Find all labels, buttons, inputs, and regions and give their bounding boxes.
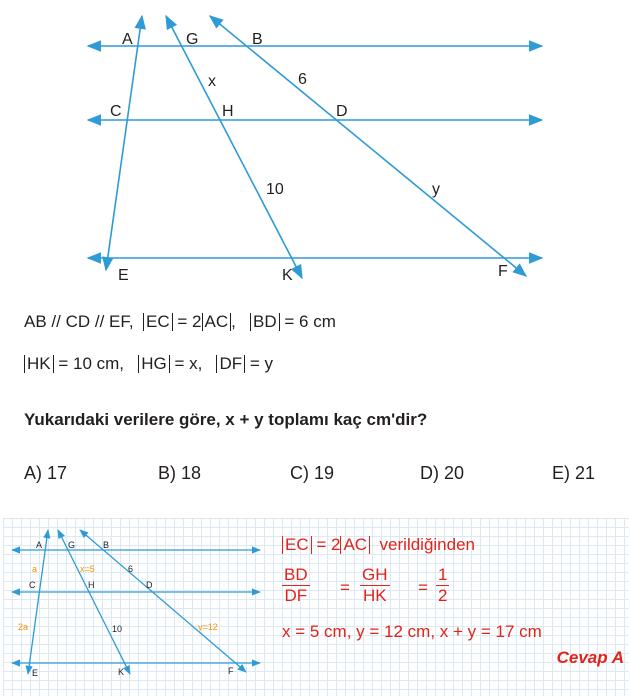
main-figure — [0, 0, 630, 300]
sol-label-y12: y=12 — [198, 622, 218, 632]
point-f: F — [498, 263, 508, 280]
solution-result: x = 5 cm, y = 12 cm, x + y = 17 cm — [282, 622, 542, 641]
option-b[interactable]: B) 18 — [158, 463, 202, 483]
point-a: A — [122, 31, 133, 48]
sol-eq-2: = 2 — [316, 535, 341, 554]
option-d[interactable]: D) 20 — [420, 463, 465, 483]
frac3-den: 2 — [438, 586, 448, 605]
fraction-eq-1: = — [340, 578, 350, 597]
abs-bd: BD — [250, 313, 280, 331]
solution-figure — [6, 522, 276, 692]
label-10: 10 — [266, 181, 284, 198]
answer-label: Cevap A — [556, 648, 624, 667]
fraction-1-2 — [436, 565, 449, 606]
sol-point-f: F — [228, 666, 234, 676]
sol-verildiginden: verildiğinden — [379, 535, 475, 554]
given-line-1 — [24, 312, 336, 332]
frac1-den: DF — [284, 586, 308, 605]
hk-value: = 10 cm, — [58, 354, 125, 373]
comma: , — [231, 312, 236, 331]
sol-point-d: D — [146, 580, 153, 590]
df-value: = y — [249, 354, 274, 373]
sol-label-6: 6 — [128, 564, 134, 574]
point-k: K — [282, 267, 293, 284]
point-h: H — [222, 103, 234, 120]
fraction-bd-df — [282, 565, 310, 606]
abs-ac: AC — [202, 313, 232, 331]
option-e[interactable]: E) 21 — [552, 463, 596, 483]
point-e: E — [118, 267, 129, 284]
sol-transversal-ae — [28, 530, 48, 674]
point-b: B — [252, 31, 263, 48]
label-x: x — [208, 73, 216, 90]
label-6: 6 — [298, 71, 307, 88]
sol-point-k: K — [118, 667, 125, 677]
frac3-num: 1 — [438, 565, 448, 584]
solution-line-1 — [282, 535, 475, 555]
point-d: D — [336, 103, 348, 120]
frac1-num: BD — [284, 565, 308, 584]
option-c[interactable]: C) 19 — [290, 463, 335, 483]
question-text: Yukarıdaki verilere göre, x + y toplamı kaç cm'dir? — [24, 410, 428, 429]
sol-point-b: B — [103, 540, 110, 550]
eq-2: = 2 — [177, 312, 202, 331]
point-g: G — [186, 31, 199, 48]
transversal-ae — [106, 16, 142, 270]
transversal-gk — [166, 16, 302, 278]
sol-label-x5: x=5 — [80, 564, 95, 574]
sol-transversal-bf — [80, 530, 246, 672]
abs-ec: EC — [143, 313, 173, 331]
sol-transversal-gk — [58, 530, 130, 674]
sol-point-g: G — [68, 540, 76, 550]
parallel-statement: AB // CD // EF, — [24, 312, 134, 331]
sol-label-a: a — [32, 564, 38, 574]
sol-abs-ec: EC — [282, 536, 312, 554]
abs-hg: HG — [138, 355, 170, 373]
sol-abs-ac: AC — [340, 536, 370, 554]
frac2-num: GH — [362, 565, 388, 584]
sol-point-a: A — [36, 540, 43, 550]
label-y: y — [432, 181, 440, 198]
sol-label-2a: 2a — [18, 622, 29, 632]
abs-df: DF — [216, 355, 245, 373]
point-c: C — [110, 103, 122, 120]
option-a[interactable]: A) 17 — [24, 463, 68, 483]
bd-value: = 6 cm — [284, 312, 336, 331]
transversal-bf — [210, 16, 526, 276]
hg-value: = x, — [174, 354, 203, 373]
given-line-2 — [24, 354, 273, 374]
sol-label-10: 10 — [112, 624, 123, 634]
sol-point-h: H — [88, 580, 95, 590]
frac2-den: HK — [362, 586, 387, 605]
sol-point-e: E — [32, 668, 39, 678]
abs-hk: HK — [24, 355, 54, 373]
sol-point-c: C — [29, 580, 36, 590]
fraction-gh-hk — [360, 565, 390, 606]
fraction-eq-2: = — [418, 578, 428, 597]
